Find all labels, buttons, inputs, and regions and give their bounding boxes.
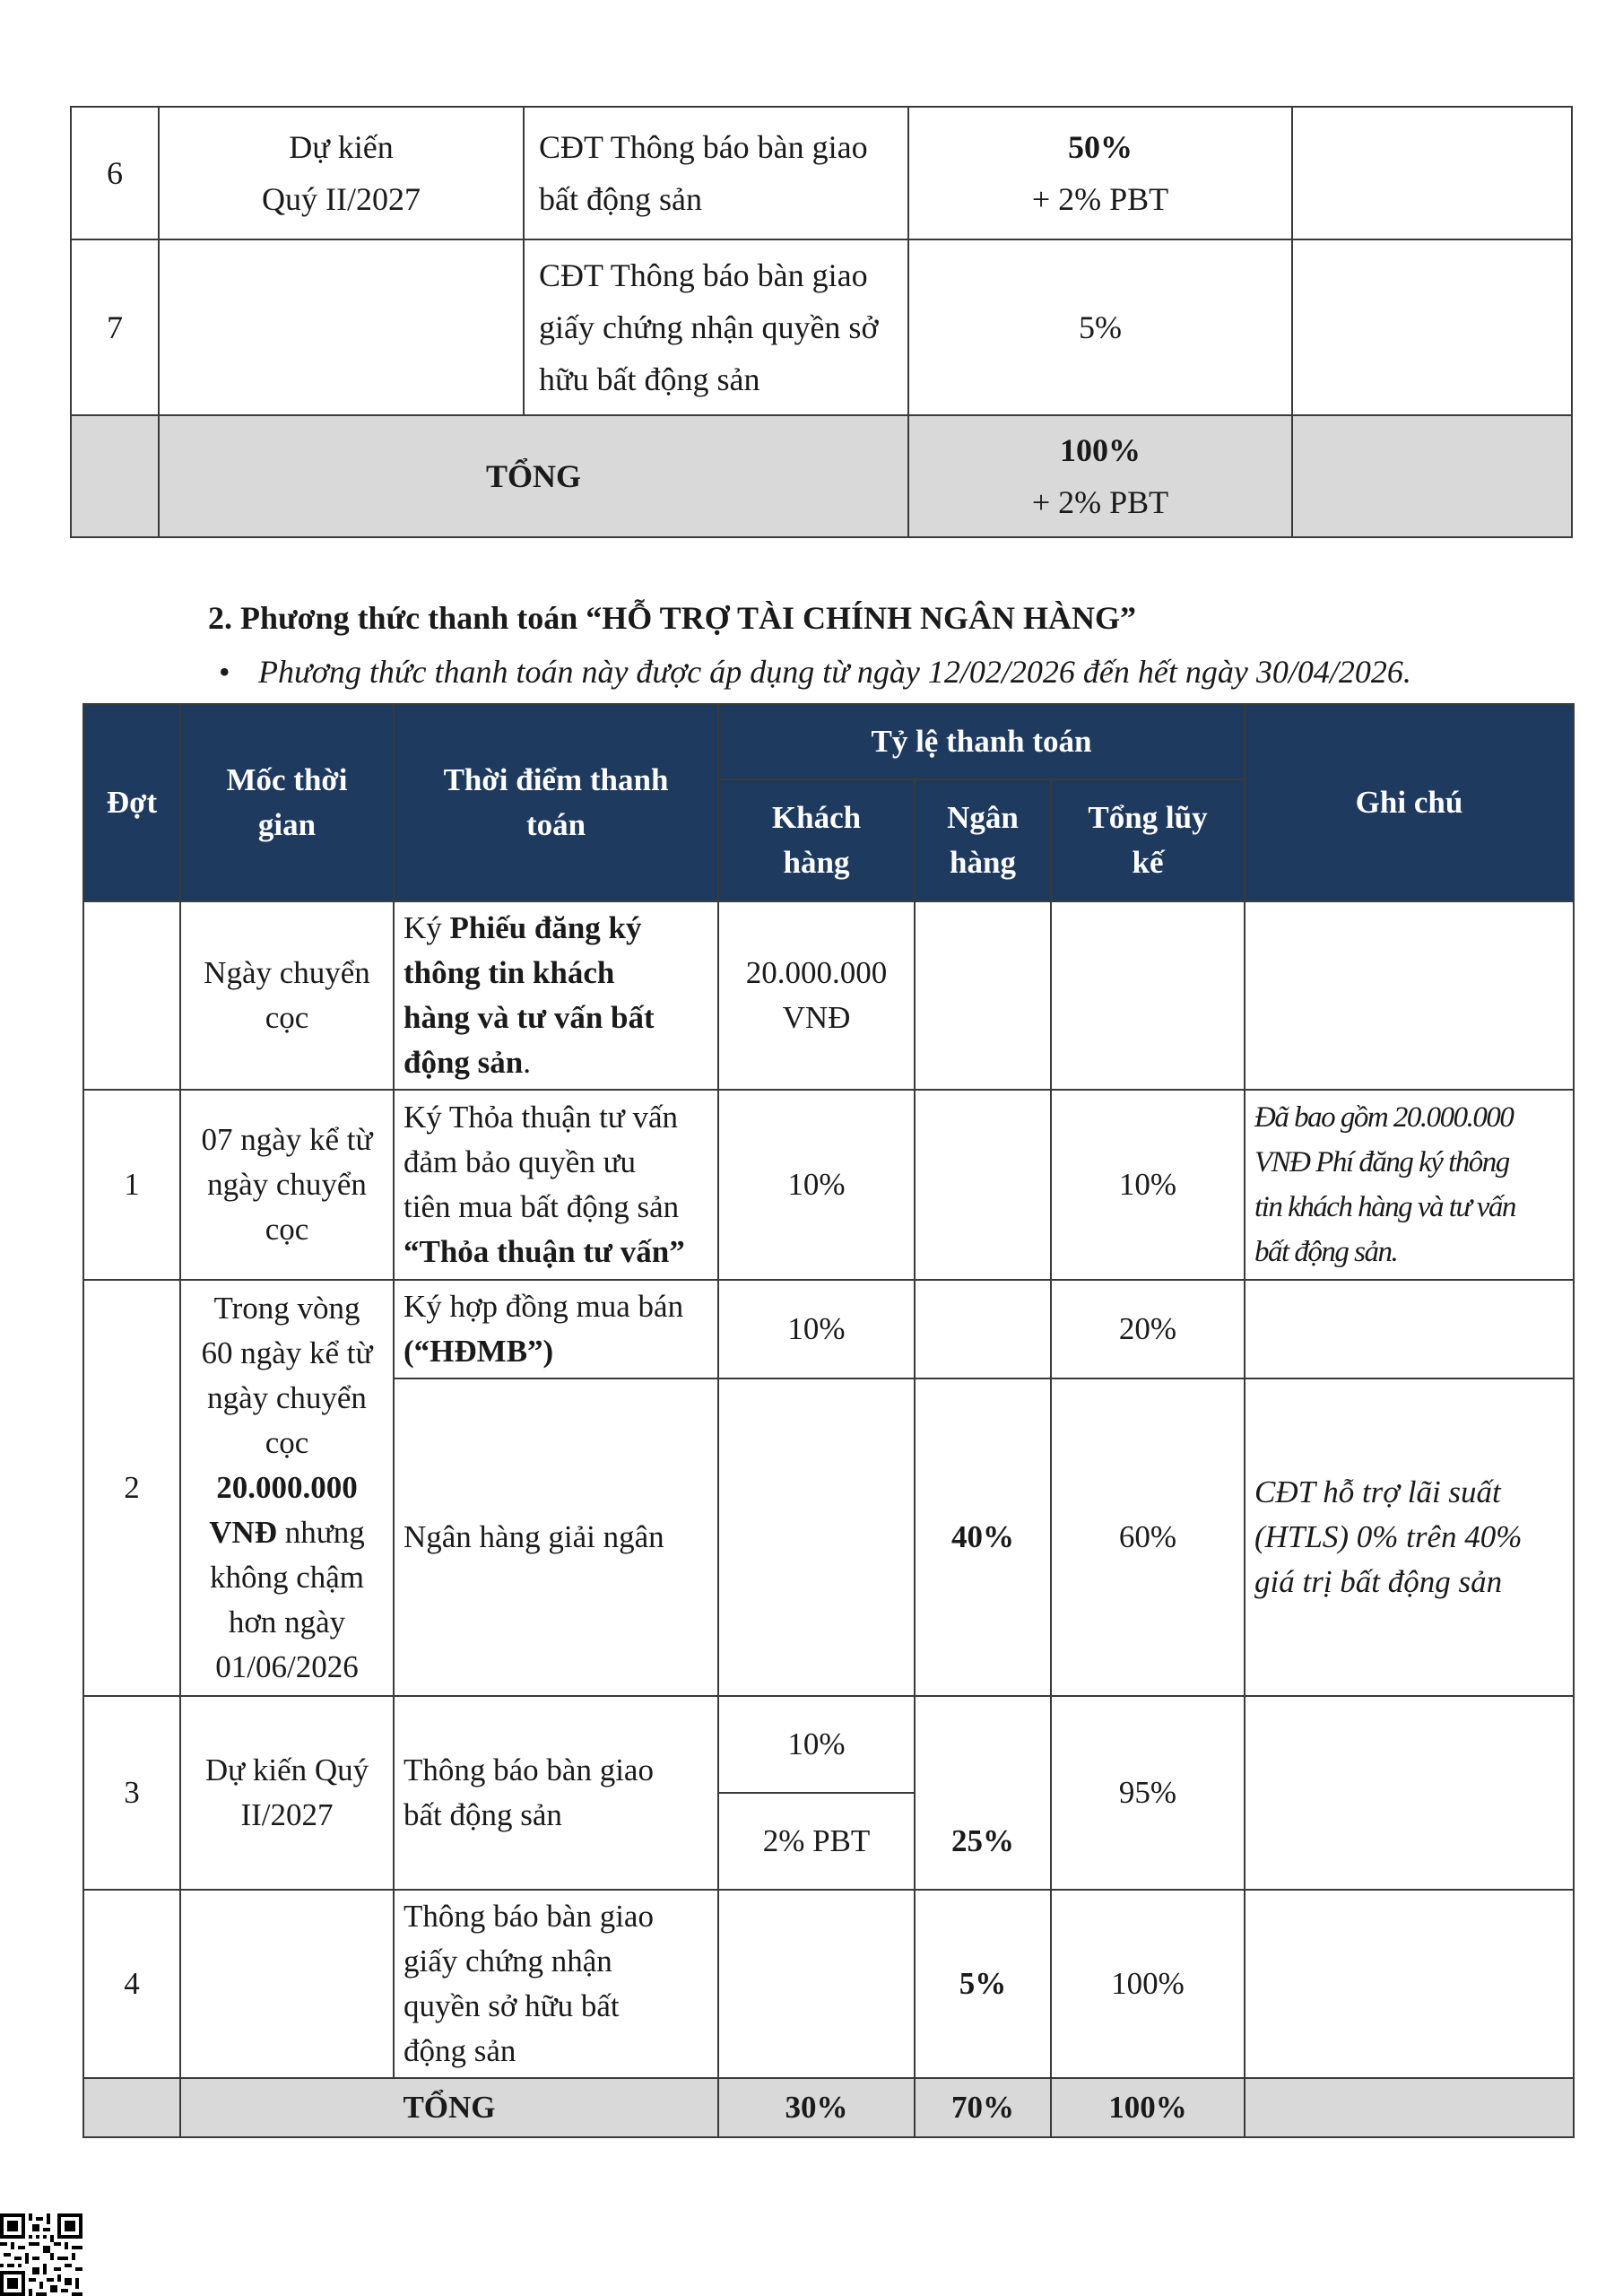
rate-cell: 5% [908,239,1292,415]
thoi-diem-cell: Ngân hàng giải ngân [394,1378,718,1696]
khach-hang-cell: 10% [718,1696,915,1793]
description-cell: CĐT Thông báo bàn giao bất động sản [524,107,908,239]
khach-hang-cell: 2% PBT [718,1793,915,1890]
qr-code-icon [0,2213,82,2296]
ghi-chu-cell: Đã bao gồm 20.000.000 VNĐ Phí đăng ký thông tin khách hàng và tư vấn bất động sản. [1245,1090,1574,1280]
timeline-cell: Dự kiến Quý II/2027 [159,107,524,239]
total-label: TỔNG [180,2078,718,2137]
table-row [83,901,1574,1090]
dot-cell: 4 [83,1890,180,2078]
tong-luy-ke-cell: 95% [1051,1696,1245,1890]
thoi-diem-cell: Thông báo bàn giao giấy chứng nhận quyền sở hữu bất động sản [394,1890,718,2078]
table-row [83,1696,1574,1793]
header-tong-luy-ke: Tổng lũy kế [1051,779,1245,901]
table-row [83,1280,1574,1378]
header-dot: Đợt [83,704,180,901]
ghi-chu-cell: CĐT hỗ trợ lãi suất (HTLS) 0% trên 40% giá trị bất động sản [1245,1378,1574,1696]
dot-cell: 3 [83,1696,180,1890]
dot-cell: 2 [83,1280,180,1696]
header-thoi-diem: Thời điểm thanh toán [394,704,718,901]
header-ty-le: Tỷ lệ thanh toán [718,704,1245,779]
tong-luy-ke-cell: 10% [1051,1090,1245,1280]
khach-hang-cell: 10% [718,1090,915,1280]
ngan-hang-cell: 5% [915,1890,1051,2078]
thoi-diem-cell: Ký Thỏa thuận tư vấn đảm bảo quyền ưu tiên mua bất động sản “Thỏa thuận tư vấn” [394,1090,718,1280]
moc-cell: 07 ngày kể từ ngày chuyển cọc [180,1090,394,1280]
table-row [83,1890,1574,2078]
table-row [71,107,1572,239]
thoi-diem-cell: Ký Phiếu đăng ký thông tin khách hàng và tư vấn bất động sản. [394,901,718,1090]
header-row [83,704,1574,779]
bullet-icon: • [219,654,230,690]
tong-luy-ke-cell: 20% [1051,1280,1245,1378]
tong-luy-ke-cell: 60% [1051,1378,1245,1696]
ngan-hang-cell: 40% [915,1378,1051,1696]
timeline-cell [159,239,524,415]
header-ngan-hang: Ngân hàng [915,779,1051,901]
thoi-diem-cell: Ký hợp đồng mua bán (“HĐMB”) [394,1280,718,1378]
table-row [71,239,1572,415]
moc-cell: Trong vòng 60 ngày kể từ ngày chuyển cọc 20.000.000 VNĐ nhưng không chậm hơn ngày 01/06/2026 [180,1280,394,1696]
khach-hang-cell: 10% [718,1280,915,1378]
table-row [83,1090,1574,1280]
section-title: 2. Phương thức thanh toán “HỖ TRỢ TÀI CHÍNH NGÂN HÀNG” [208,600,1136,636]
total-rate: 100% + 2% PBT [908,415,1292,537]
moc-cell: Ngày chuyển cọc [180,901,394,1090]
payment-schedule-table-2 [82,703,1575,2138]
header-khach-hang: Khách hàng [718,779,915,901]
note-cell [1292,239,1572,415]
total-tong-luy-ke: 100% [1051,2078,1245,2137]
khach-hang-cell: 20.000.000 VNĐ [718,901,915,1090]
total-row [83,2078,1574,2137]
header-moc-thoi-gian: Mốc thời gian [180,704,394,901]
thoi-diem-cell: Thông báo bàn giao bất động sản [394,1696,718,1890]
section-note: • Phương thức thanh toán này được áp dụng từ ngày 12/02/2026 đến hết ngày 30/04/2026. [219,649,1411,694]
tong-luy-ke-cell: 100% [1051,1890,1245,2078]
moc-cell: Dự kiến Quý II/2027 [180,1696,394,1890]
total-row [71,415,1572,537]
ngan-hang-cell: 25% [915,1793,1051,1890]
rate-cell: 50% + 2% PBT [908,107,1292,239]
header-ghi-chu: Ghi chú [1245,704,1574,901]
description-cell: CĐT Thông báo bàn giao giấy chứng nhận quyền sở hữu bất động sản [524,239,908,415]
payment-schedule-table-1 [70,106,1573,538]
installment-number: 7 [71,239,159,415]
total-label: TỔNG [159,415,908,537]
installment-number: 6 [71,107,159,239]
dot-cell: 1 [83,1090,180,1280]
total-khach-hang: 30% [718,2078,915,2137]
note-cell [1292,107,1572,239]
total-ngan-hang: 70% [915,2078,1051,2137]
